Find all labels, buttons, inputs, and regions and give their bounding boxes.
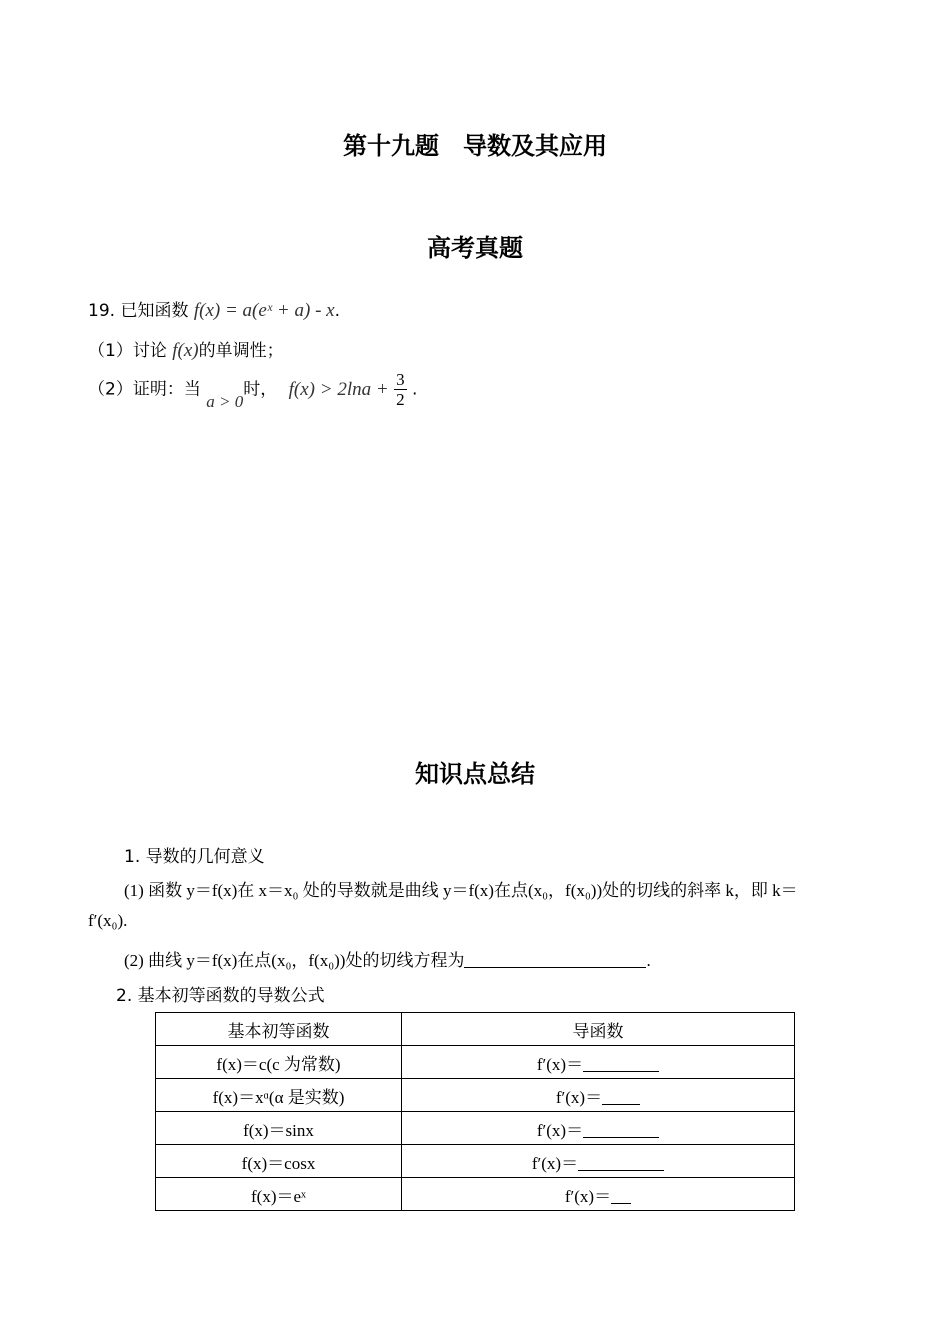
table-cell-function: f(x)＝sinx (156, 1112, 402, 1145)
part1-func: f(x) (172, 340, 199, 361)
table-row (156, 1046, 795, 1079)
derivative-table (155, 1012, 795, 1211)
derivative-label: f′(x)＝ (536, 1120, 584, 1140)
answer-blank (583, 1121, 659, 1138)
table-header: 基本初等函数 (156, 1013, 402, 1046)
table-row (156, 1178, 795, 1211)
derivative-label: f′(x)＝ (564, 1186, 612, 1206)
table-cell-function: f(x)＝cosx (156, 1145, 402, 1178)
answer-blank (611, 1187, 631, 1204)
problem-function: f(x) = a(eˣ + a) - x (193, 300, 335, 321)
table-cell-derivative (402, 1145, 795, 1178)
part2-mid: 时， (243, 379, 278, 400)
part1-label: （1）讨论 (88, 341, 167, 361)
table-cell-function: f(x)＝eˣ (156, 1178, 402, 1211)
problem-end: . (334, 301, 340, 321)
answer-blank (583, 1055, 659, 1072)
section-heading-exam: 高考真题 (427, 234, 523, 262)
table-cell-derivative (402, 1046, 795, 1079)
fraction-denominator: 2 (396, 390, 405, 409)
problem-statement (88, 296, 340, 322)
table-cell-function: f(x)＝c(c 为常数) (156, 1046, 402, 1079)
table-header: 导函数 (402, 1013, 795, 1046)
part1-text: 的单调性； (198, 341, 284, 361)
derivative-label: f′(x)＝ (555, 1087, 603, 1107)
tangent-end: . (646, 951, 651, 970)
problem-number: 19. (88, 301, 121, 321)
answer-blank (464, 951, 646, 968)
tangent-text: (2) 曲线 y＝f(x)在点(x₀，f(x₀))处的切线方程为 (124, 951, 465, 970)
problem-intro: 已知函数 (120, 301, 189, 321)
derivative-label: f′(x)＝ (536, 1054, 584, 1074)
part2-ineq: f(x) > 2lna + (288, 378, 389, 400)
part2-fraction (394, 370, 407, 409)
answer-blank (578, 1154, 664, 1171)
answer-blank (602, 1088, 640, 1105)
table-row (156, 1079, 795, 1112)
summary-item1-title: 1. 导数的几何意义 (124, 847, 265, 867)
part2-cond: a > 0 (206, 391, 244, 411)
table-row (156, 1112, 795, 1145)
problem-part1 (88, 336, 284, 362)
table-header-row (156, 1013, 795, 1046)
summary-item1-p2 (124, 946, 651, 971)
page-title: 第十九题 导数及其应用 (343, 132, 607, 160)
problem-part2 (88, 370, 417, 409)
table-row (156, 1145, 795, 1178)
part2-end: . (411, 379, 418, 400)
part2-label: （2）证明：当 (88, 379, 201, 400)
table-cell-derivative (402, 1079, 795, 1112)
summary-item1-p1-line1: (1) 函数 y＝f(x)在 x＝x₀ 处的导数就是曲线 y＝f(x)在点(x₀，f(x₀))处的切线的斜率 k，即 k＝ (124, 881, 798, 900)
section-heading-summary: 知识点总结 (415, 760, 535, 788)
fraction-numerator: 3 (396, 370, 405, 389)
summary-item1-p1-line2: f′(x₀). (88, 911, 128, 930)
table-cell-function: f(x)＝xᵅ(α 是实数) (156, 1079, 402, 1112)
table-cell-derivative (402, 1112, 795, 1145)
table-cell-derivative (402, 1178, 795, 1211)
summary-item2-title: 2. 基本初等函数的导数公式 (116, 986, 325, 1006)
derivative-label: f′(x)＝ (531, 1153, 579, 1173)
